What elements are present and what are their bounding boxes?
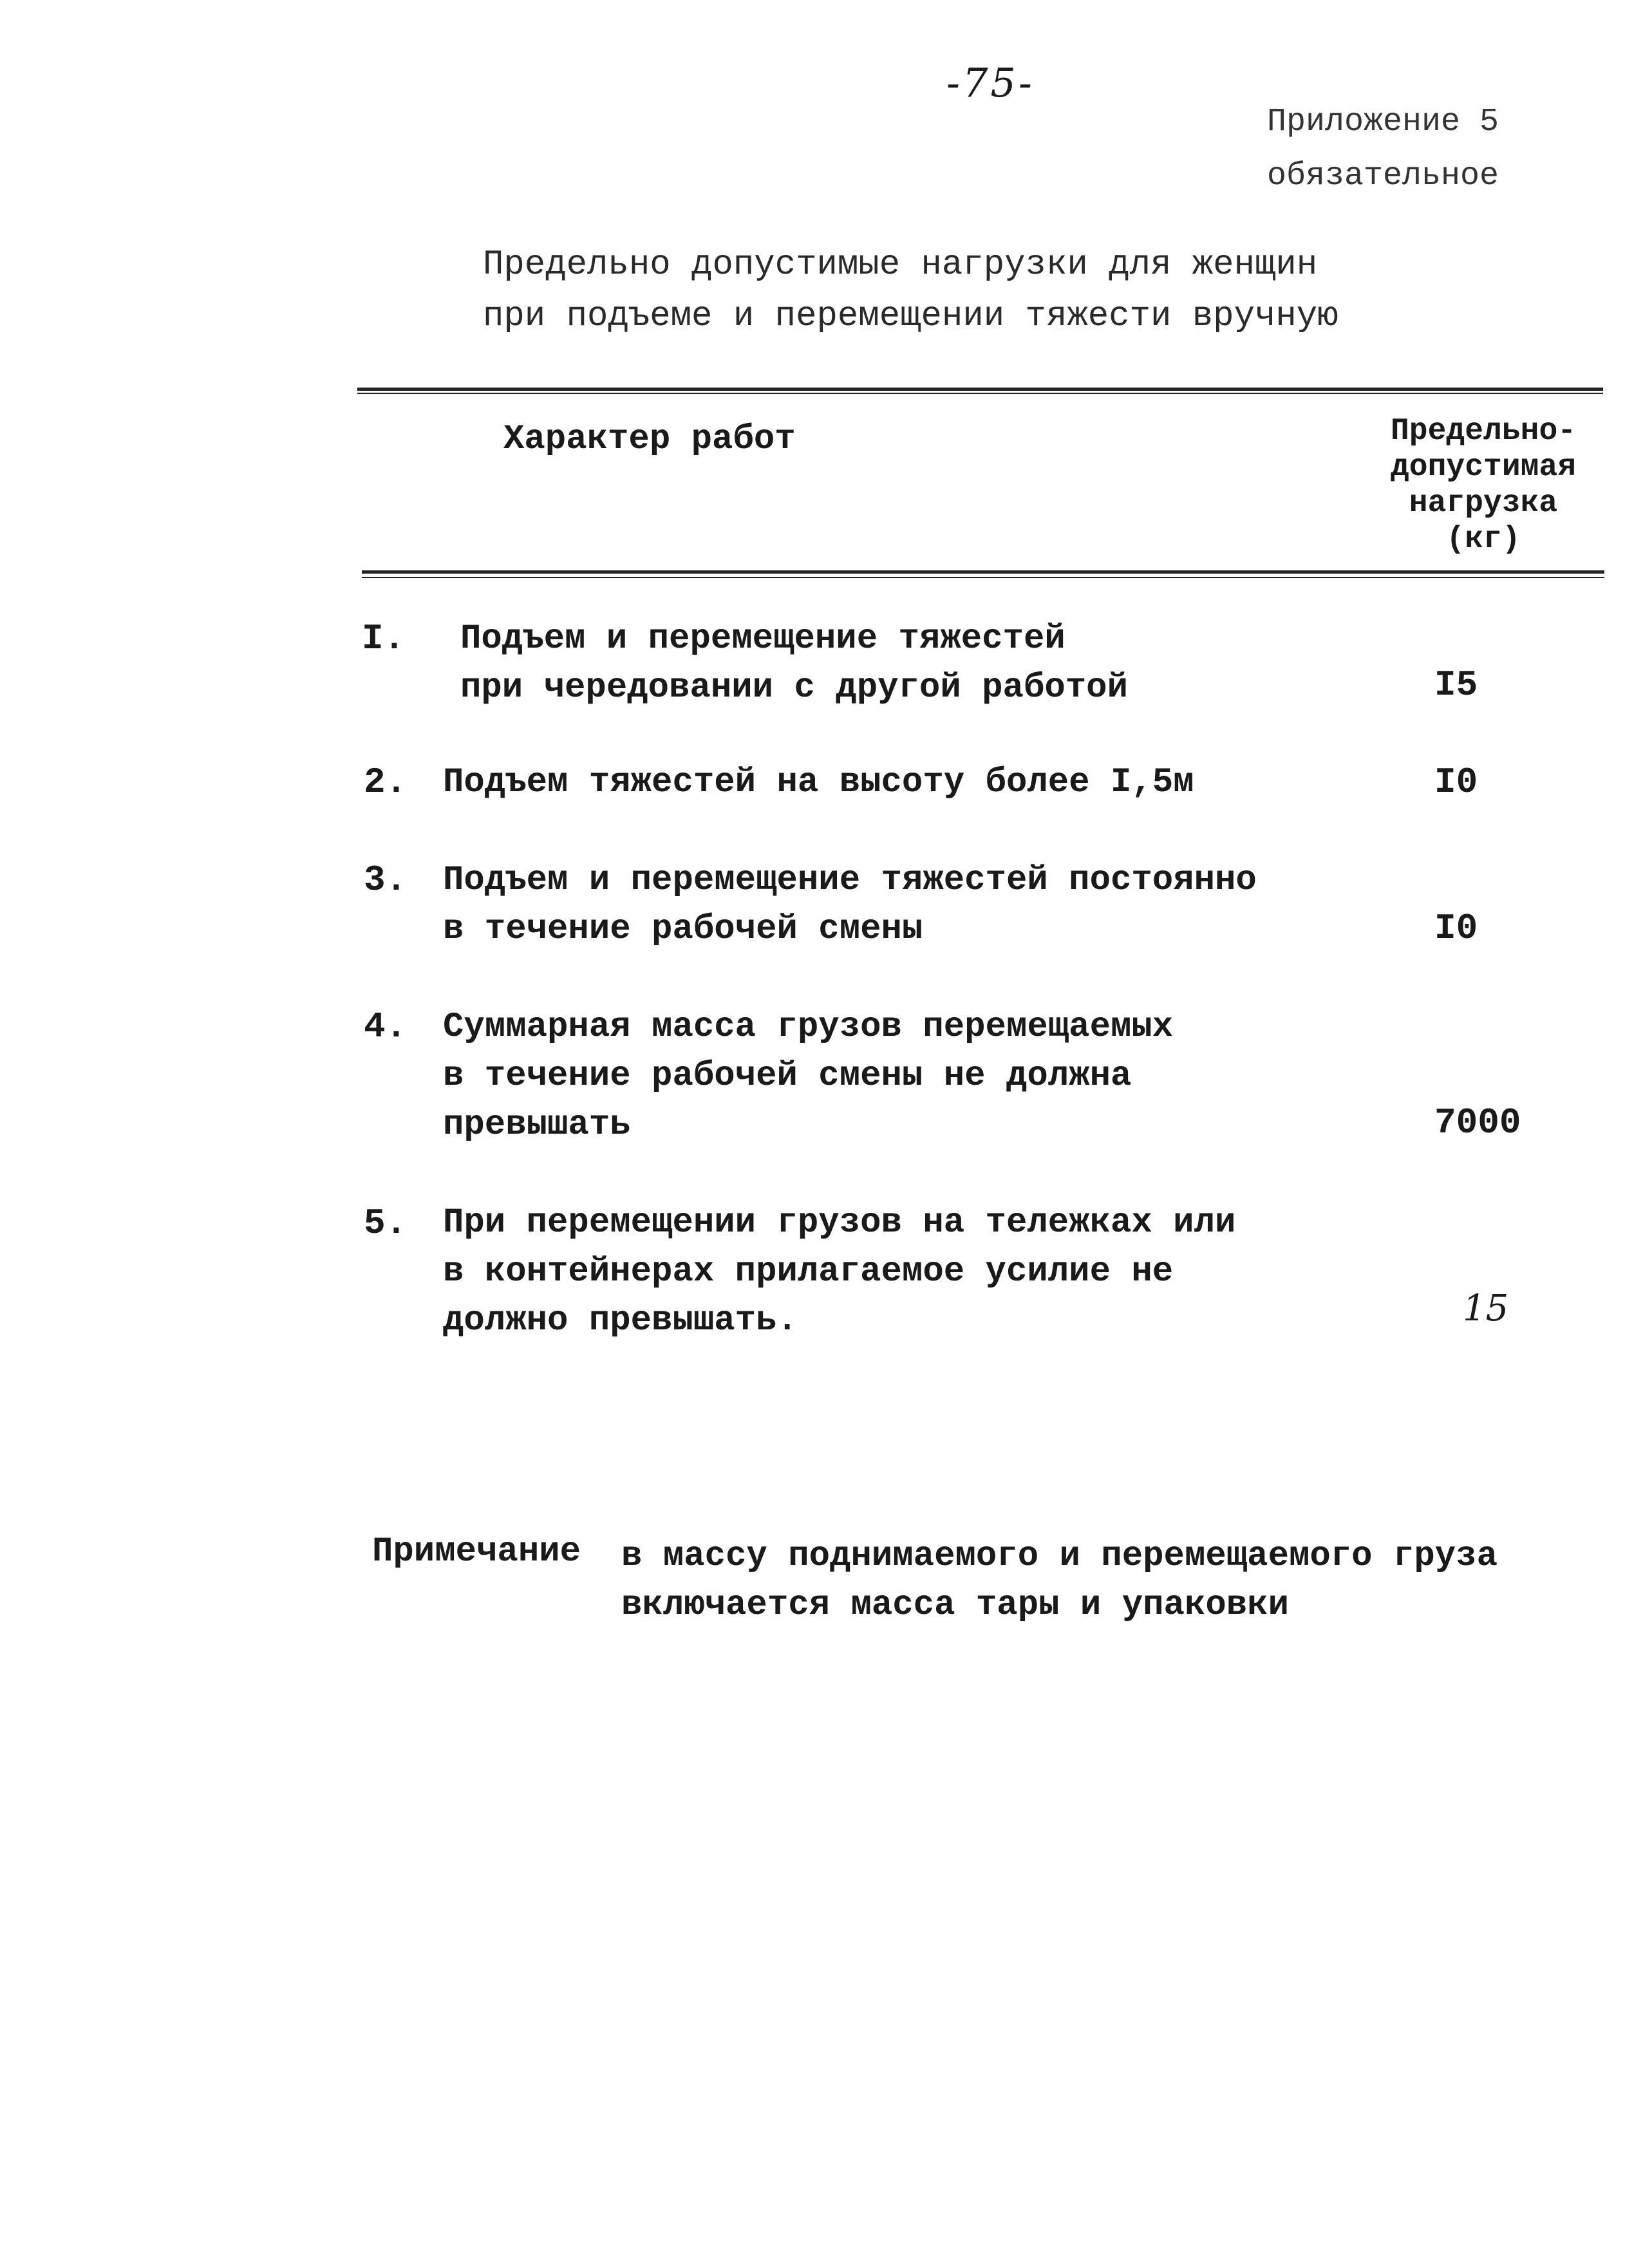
table-row-2-text: Подъем тяжестей на высоту более I,5м bbox=[443, 763, 1194, 802]
table-row-4-value: 7000 bbox=[1434, 1102, 1521, 1143]
appendix-line-2: обязательное bbox=[1267, 158, 1499, 194]
table-row-1-text: Подъем и перемещение тяжестей при чередовании с другой работой bbox=[460, 619, 1128, 708]
note-text: в массу поднимаемого и перемещаемого груза включается масса тары и упаковки bbox=[621, 1537, 1498, 1625]
note-label: Примечание bbox=[372, 1532, 581, 1571]
table-row-5-text: При перемещении грузов на тележках или в контейнерах прилагаемое усилие не должно превышать. bbox=[443, 1203, 1236, 1340]
table-row-4-text: Суммарная масса грузов перемещаемых в течение рабочей смены не должна превышать bbox=[443, 1007, 1174, 1145]
table-top-rule bbox=[357, 388, 1603, 391]
table-row-3-number: 3. bbox=[364, 859, 408, 901]
title-line-2: при подъеме и перемещении тяжести вручную bbox=[483, 297, 1338, 336]
table-row-1-value: I5 bbox=[1434, 664, 1478, 706]
table-header-rule bbox=[362, 570, 1604, 574]
title-line-1: Предельно допустимые нагрузки для женщин bbox=[483, 245, 1318, 285]
table-row-3-text: Подъем и перемещение тяжестей постоянно в течение рабочей смены bbox=[443, 861, 1257, 949]
appendix-label bbox=[1267, 95, 1499, 203]
table-top-rule-thin bbox=[357, 393, 1603, 394]
table-row-5-value: 15 bbox=[1463, 1288, 1509, 1329]
document-title bbox=[483, 239, 1338, 342]
table-row-1-number: I. bbox=[362, 618, 406, 659]
page-number: -75- bbox=[946, 59, 1035, 106]
column-header-load: Предельно- допустимая нагрузка (кг) bbox=[1391, 414, 1577, 557]
table-row-3-value: I0 bbox=[1434, 908, 1478, 949]
table-row-5-number: 5. bbox=[364, 1203, 408, 1244]
column-header-work: Характер работ bbox=[503, 420, 796, 459]
table-row-2-value: I0 bbox=[1434, 762, 1478, 803]
table-row-2-number: 2. bbox=[364, 762, 408, 803]
table-row-4-number: 4. bbox=[364, 1006, 408, 1047]
appendix-line-1: Приложение 5 bbox=[1267, 104, 1499, 140]
table-header-rule-thin bbox=[362, 577, 1604, 578]
